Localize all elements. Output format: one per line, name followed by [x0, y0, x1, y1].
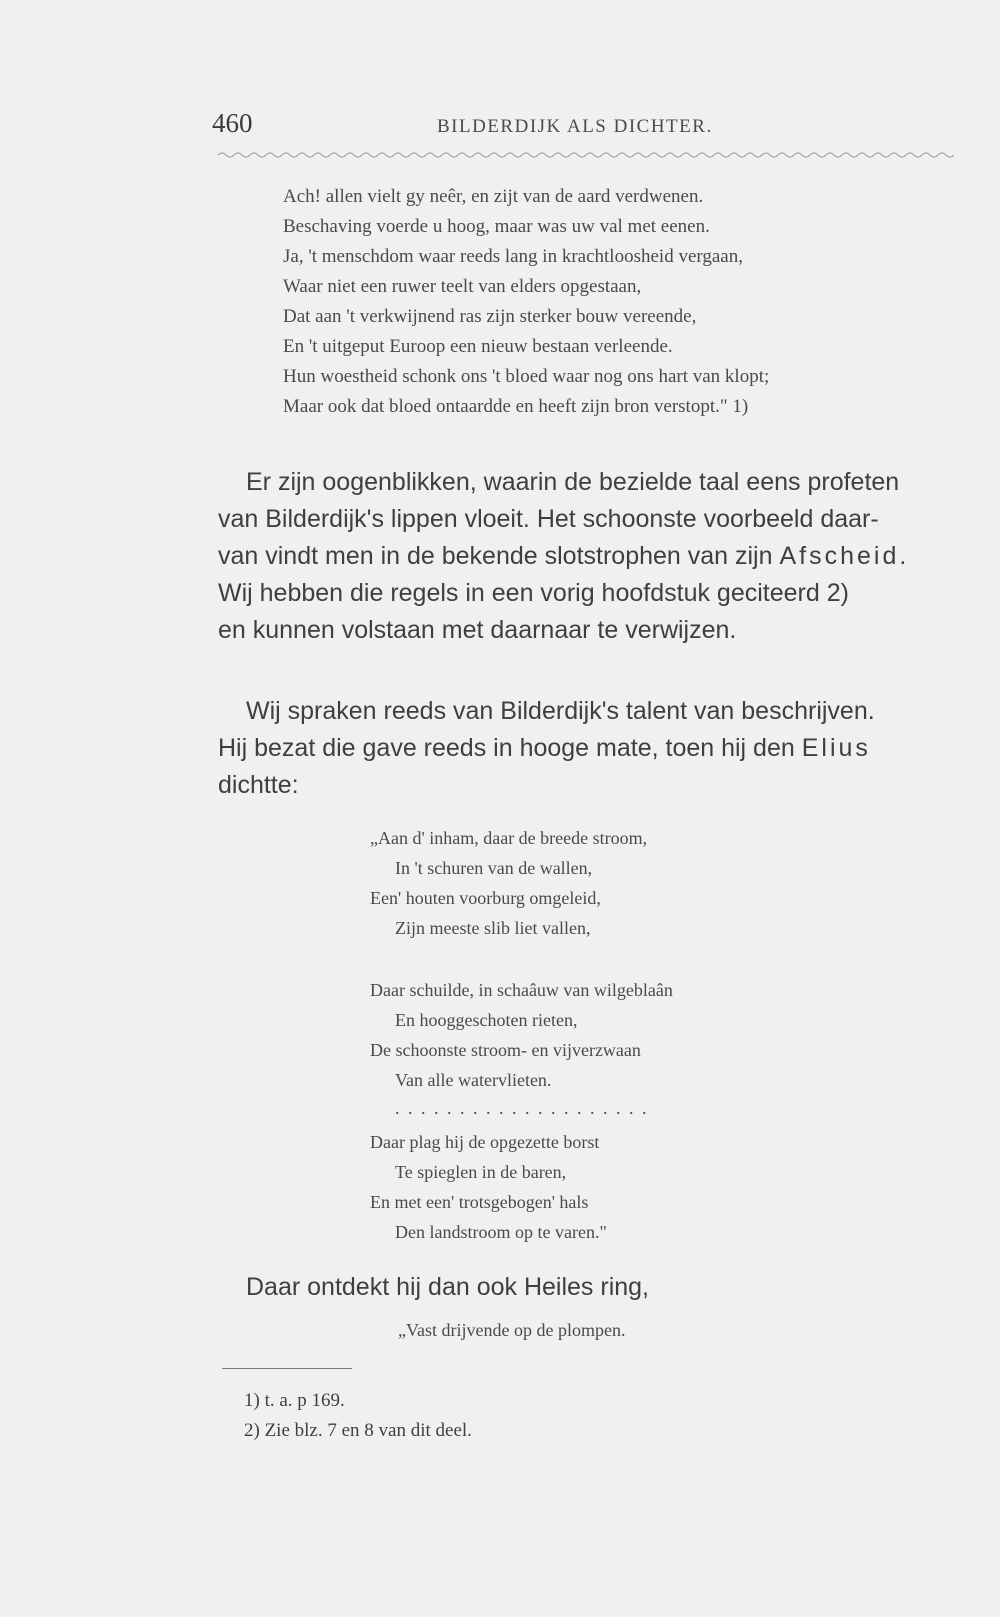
poem-line: Van alle watervlieten.: [395, 1070, 552, 1090]
poem-line: Ach! allen vielt gy neêr, en zijt van de aard verdwenen.: [283, 186, 704, 207]
paragraph-line: Hij bezat die gave reeds in hooge mate, toen hij den Elius: [218, 734, 871, 762]
page-header: [212, 108, 952, 148]
poem-line: In 't schuren van de wallen,: [395, 858, 593, 878]
poem-line: En met een' trotsgebogen' hals: [370, 1192, 589, 1212]
poem-line: Den landstroom op te varen.": [395, 1222, 607, 1242]
poem-line: De schoonste stroom- en vijverzwaan: [370, 1040, 641, 1060]
footnote-2: 2) Zie blz. 7 en 8 van dit deel.: [244, 1420, 472, 1441]
poem-line: En 't uitgeput Euroop een nieuw bestaan verleende.: [283, 336, 673, 357]
poem-line: En hooggeschoten rieten,: [395, 1010, 578, 1030]
running-head: BILDERDIJK ALS DICHTER.: [437, 116, 713, 137]
footnote-1: 1) t. a. p 169.: [244, 1390, 345, 1411]
page-number: 460: [212, 108, 253, 138]
poem-line: Maar ook dat bloed ontaardde en heeft zijn bron verstopt." 1): [283, 396, 749, 417]
paragraph-line: en kunnen volstaan met daarnaar te verwijzen.: [218, 616, 737, 644]
poem-line: Ja, 't menschdom waar reeds lang in krachtloosheid vergaan,: [283, 246, 743, 267]
poem-line: Daar plag hij de opgezette borst: [370, 1132, 600, 1152]
poem-line: Daar schuilde, in schaâuw van wilgeblaân: [370, 980, 673, 1000]
work-title: Elius: [801, 734, 871, 762]
poem-line: „Vast drijvende op de plompen.: [398, 1320, 626, 1340]
work-title: Afscheid.: [779, 542, 910, 570]
paragraph-line: Er zijn oogenblikken, waarin de bezielde taal eens profeten: [246, 468, 900, 496]
footnote-separator: [222, 1368, 352, 1369]
paragraph-line: Wij hebben die regels in een vorig hoofdstuk geciteerd 2): [218, 579, 849, 607]
poem-line: Beschaving voerde u hoog, maar was uw val met eenen.: [283, 216, 710, 237]
paragraph-line: Daar ontdekt hij dan ook Heiles ring,: [246, 1273, 650, 1301]
poem-line: Dat aan 't verkwijnend ras zijn sterker bouw vereende,: [283, 306, 697, 327]
poem-line: Zijn meeste slib liet vallen,: [395, 918, 591, 938]
poem-line: Een' houten voorburg omgeleid,: [370, 888, 601, 908]
header-ornament-rule: [218, 150, 958, 160]
paragraph-line: van Bilderdijk's lippen vloeit. Het schoonste voorbeeld daar-: [218, 505, 879, 533]
paragraph-line: van vindt men in de bekende slotstrophen van zijn Afscheid.: [218, 542, 910, 570]
poem-line: Waar niet een ruwer teelt van elders opgestaan,: [283, 276, 642, 297]
ellipsis-row: . . . . . . . . . . . . . . . . . . . .: [395, 1098, 649, 1118]
poem-line: „Aan d' inham, daar de breede stroom,: [370, 828, 648, 848]
paragraph-line: dichtte:: [218, 771, 299, 799]
poem-line: Hun woestheid schonk ons 't bloed waar nog ons hart van klopt;: [283, 366, 770, 387]
poem-line: Te spieglen in de baren,: [395, 1162, 567, 1182]
paragraph-line: Wij spraken reeds van Bilderdijk's talent van beschrijven.: [246, 697, 875, 725]
